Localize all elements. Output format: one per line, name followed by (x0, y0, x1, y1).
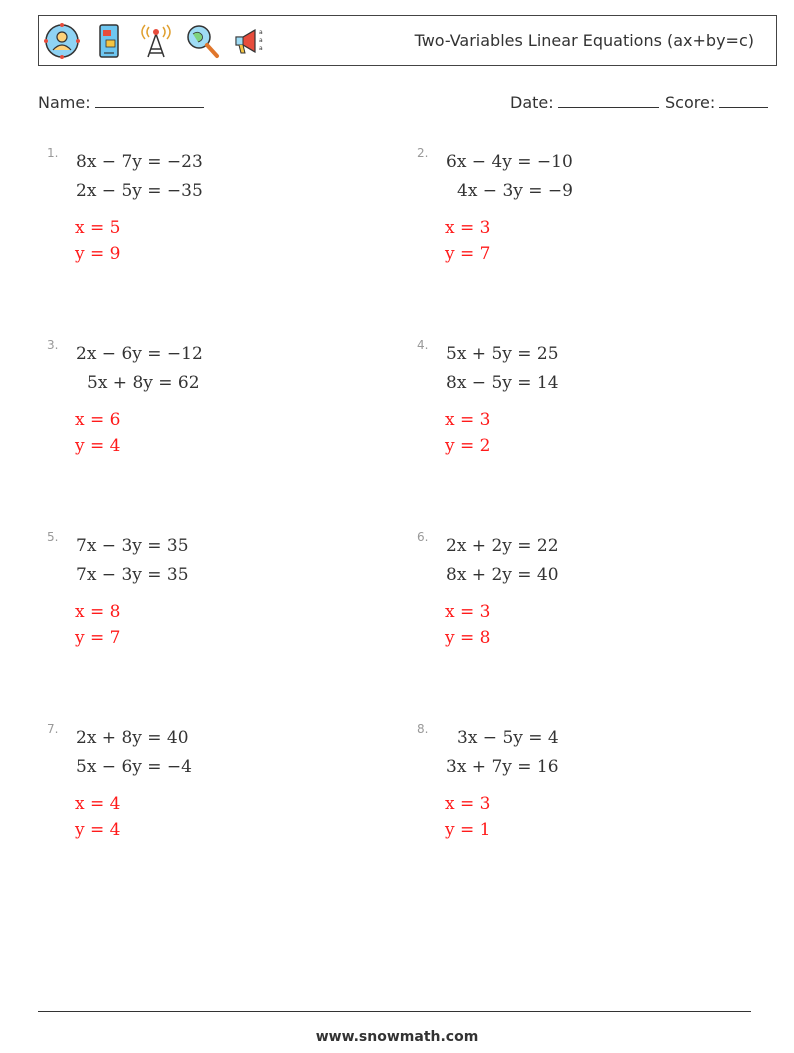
svg-text:a: a (259, 45, 263, 52)
problem-number: 4. (417, 338, 429, 352)
problem-number: 5. (47, 530, 59, 544)
y-answer: y = 8 (445, 628, 491, 648)
x-answer: x = 5 (75, 218, 121, 238)
y-answer: y = 1 (445, 820, 491, 840)
equation-2: 4x − 3y = −9 (457, 181, 573, 201)
date-blank[interactable] (558, 92, 659, 108)
footer-divider (38, 1011, 751, 1012)
mobile-phone-icon (90, 22, 128, 60)
score-field (665, 92, 768, 112)
x-answer: x = 4 (75, 794, 121, 814)
equation-2: 2x − 5y = −35 (76, 181, 203, 201)
problem-number: 1. (47, 146, 59, 160)
equation-1: 8x − 7y = −23 (76, 152, 203, 172)
problem-number: 3. (47, 338, 59, 352)
y-answer: y = 9 (75, 244, 121, 264)
name-label: Name: (38, 93, 91, 112)
y-answer: y = 7 (75, 628, 121, 648)
problem-number: 7. (47, 722, 59, 736)
equation-1: 2x + 8y = 40 (76, 728, 189, 748)
y-answer: y = 7 (445, 244, 491, 264)
x-answer: x = 3 (445, 602, 491, 622)
x-answer: x = 3 (445, 794, 491, 814)
header-icons (43, 22, 269, 60)
problem-number: 2. (417, 146, 429, 160)
footer-website[interactable]: www.snowmath.com (315, 1029, 479, 1045)
x-answer: x = 6 (75, 410, 121, 430)
name-field (38, 92, 204, 112)
equation-1: 2x − 6y = −12 (76, 344, 203, 364)
problem-8 (417, 722, 747, 872)
problem-1 (47, 146, 377, 296)
problem-3 (47, 338, 377, 488)
user-target-icon (43, 22, 81, 60)
equation-1: 5x + 5y = 25 (446, 344, 559, 364)
equation-1: 3x − 5y = 4 (457, 728, 559, 748)
equation-2: 8x − 5y = 14 (446, 373, 559, 393)
megaphone-icon (231, 22, 269, 60)
problem-5 (47, 530, 377, 680)
equation-2: 3x + 7y = 16 (446, 757, 559, 777)
x-answer: x = 3 (445, 218, 491, 238)
equation-1: 6x − 4y = −10 (446, 152, 573, 172)
worksheet-header (38, 15, 777, 66)
x-answer: x = 3 (445, 410, 491, 430)
equation-2: 7x − 3y = 35 (76, 565, 189, 585)
radio-tower-icon (137, 22, 175, 60)
equation-2: 8x + 2y = 40 (446, 565, 559, 585)
equation-1: 2x + 2y = 22 (446, 536, 559, 556)
score-blank[interactable] (719, 92, 768, 108)
problem-2 (417, 146, 747, 296)
score-label: Score: (665, 93, 716, 112)
date-label: Date: (510, 93, 554, 112)
problem-4 (417, 338, 747, 488)
date-field (510, 92, 659, 112)
equation-1: 7x − 3y = 35 (76, 536, 189, 556)
y-answer: y = 4 (75, 436, 121, 456)
problem-number: 8. (417, 722, 429, 736)
svg-text:a: a (259, 37, 263, 44)
problem-6 (417, 530, 747, 680)
y-answer: y = 4 (75, 820, 121, 840)
equation-2: 5x + 8y = 62 (87, 373, 200, 393)
x-answer: x = 8 (75, 602, 121, 622)
svg-text:a: a (259, 29, 263, 36)
search-globe-icon (184, 22, 222, 60)
problem-7 (47, 722, 377, 872)
worksheet-title: Two-Variables Linear Equations (ax+by=c) (414, 31, 754, 50)
equation-2: 5x − 6y = −4 (76, 757, 192, 777)
y-answer: y = 2 (445, 436, 491, 456)
name-blank[interactable] (95, 92, 204, 108)
problem-number: 6. (417, 530, 429, 544)
